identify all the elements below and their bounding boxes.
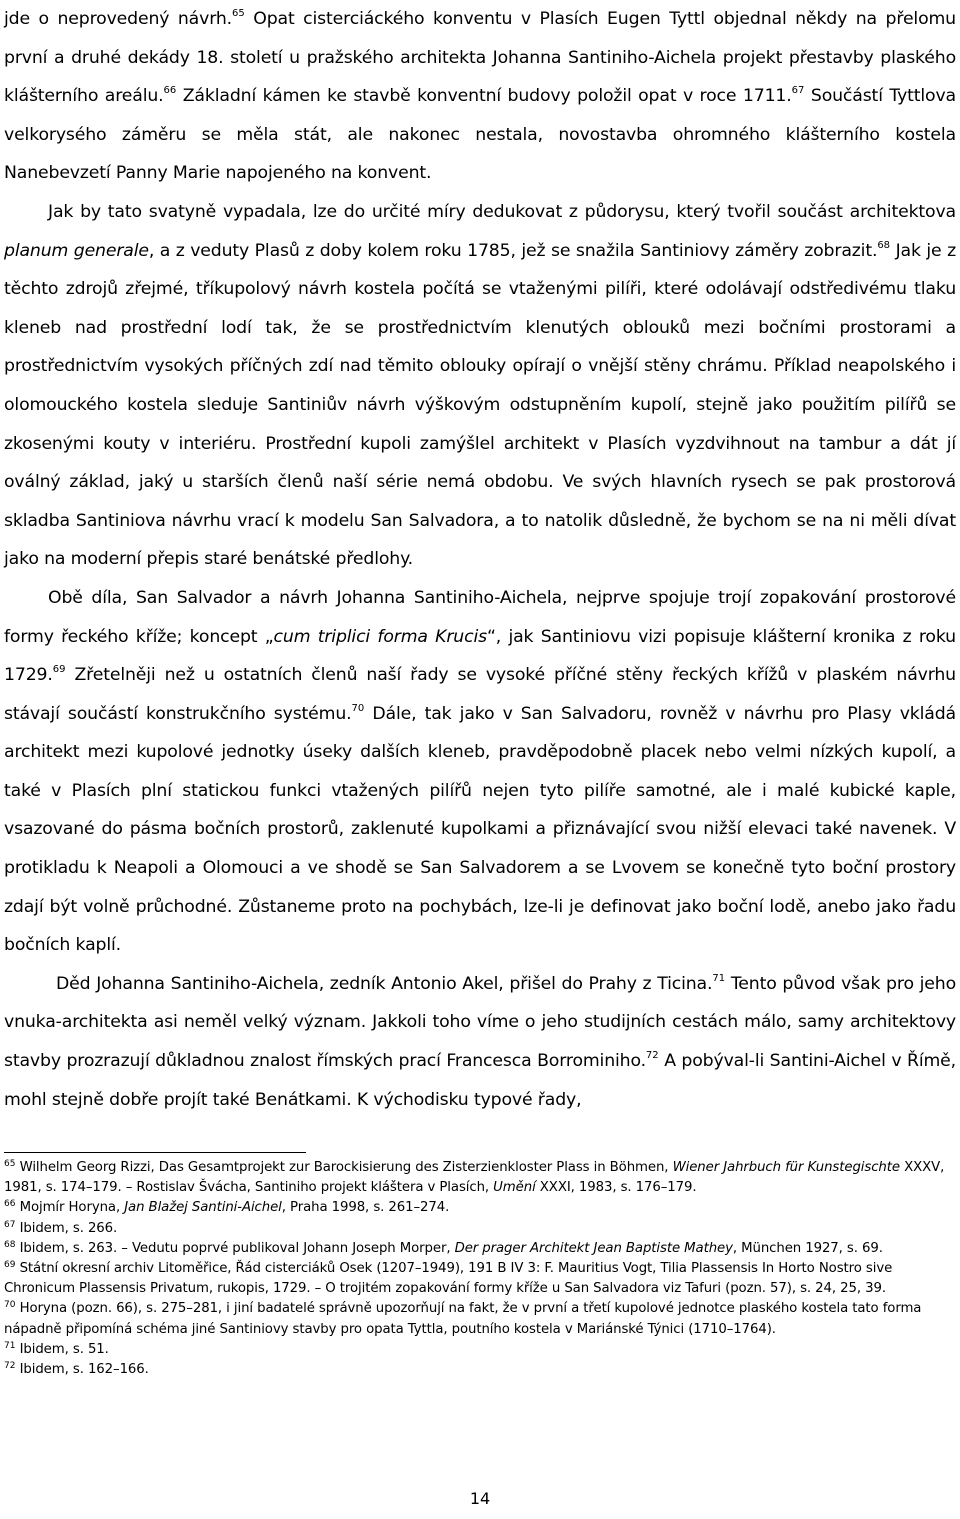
- footnote-number: 65: [4, 1159, 16, 1169]
- footnote-ref[interactable]: 65: [232, 8, 245, 19]
- text: jde o neprovedený návrh.: [4, 9, 232, 29]
- footnote-69: [4, 1259, 956, 1299]
- text: A pobýval-li Santini-Aichel v Římě, mohl stejně dobře projít také Benátkami. K východisku typové řady,: [4, 1051, 956, 1110]
- text: Zřetelněji než u ostatních členů naší řady se vysoké příčné stěny řeckých křížů v plaském návrhu stávají součástí konstrukčního systému.: [4, 665, 956, 724]
- page-number: 14: [469, 1489, 491, 1508]
- text: Děd Johanna Santiniho-Aichela, zedník Antonio Akel, přišel do Prahy z Ticina.: [56, 973, 713, 994]
- text: , München 1927, s. 69.: [732, 1240, 883, 1256]
- text: Mojmír Horyna,: [15, 1200, 125, 1216]
- footnote-ref[interactable]: 70: [351, 702, 365, 714]
- italic-term: planum generale: [4, 240, 149, 261]
- text: Dále, tak jako v San Salvadoru, rovněž v návrhu pro Plasy vkládá architekt mezi kupolové jednotky úseky dalších kleneb, pravděpodobně placek nebo velmi nízkých kupolí, a také v Plasích plní statickou funkci vtažených pilířů nejen tyto pilíře samotné, ale i malé kubické kaple, vsazované do pásma bočních prostorů, zaklenuté kupolkami a přiznávající svou nižší elevaci také navenek. V protikladu k Neapoli a Olomouci a ve shodě se San Salvadorem a se Lvovem se konečně tyto boční prostory zdají být volně průchodné. Zůstaneme proto na pochybách, lze-li je definovat jako boční lodě, anebo jako řadu bočních kaplí.: [4, 703, 956, 956]
- text: Obě díla, San Salvador a návrh Johanna Santiniho-Aichela, nejprve spojuje trojí zopakování prostorové formy řeckého kříže; koncept „: [4, 587, 956, 647]
- footnote-separator: [4, 1152, 306, 1153]
- footnote-ref[interactable]: 71: [712, 972, 726, 984]
- text: Wilhelm Georg Rizzi, Das Gesamtprojekt zur Barockisierung des Zisterzienkloster Plass in Böhmen,: [15, 1160, 673, 1175]
- footnote-68: [4, 1239, 956, 1259]
- text: Ibidem, s. 263. – Vedutu poprvé publikoval Johann Joseph Morper,: [15, 1240, 455, 1256]
- text: Jak by tato svatyně vypadala, lze do určité míry dedukovat z půdorysu, který tvořil součást architektova: [48, 201, 956, 222]
- footnote-ref[interactable]: 72: [645, 1050, 659, 1062]
- footnote-number: 66: [4, 1199, 16, 1210]
- paragraph-3: [4, 579, 956, 965]
- text: Tento původ však pro jeho vnuka-architekta asi neměl velký význam. Jakkoli toho víme o jeho studijních cestách málo, samy architektovy stavby prozrazují důkladnou znalost římských prací Francesca Borrominiho.: [4, 973, 956, 1072]
- footnote-ref[interactable]: 69: [52, 664, 66, 676]
- footnote-65: [4, 1158, 956, 1198]
- paragraph-4: [4, 965, 956, 1119]
- footnote-number: 67: [4, 1219, 16, 1230]
- text: Ibidem, s. 162–166.: [15, 1362, 149, 1378]
- footnote-number: 68: [4, 1239, 16, 1250]
- footnotes: [4, 1158, 956, 1380]
- text: Základní kámen ke stavbě konventní budovy položil opat v roce 1711.: [176, 86, 792, 107]
- text: Jak je z těchto zdrojů zřejmé, tříkupolový návrh kostela počítá se vtaženými pilíři, které odolávají odstředivému tlaku kleneb nad prostřední lodí tak, že se prostřednictvím klenutých oblouků mezi bočními prostorami a prostřednictvím vysokých příčných zdí nad těmito oblouky opírají o vnější stěny chrámu. Příklad neapolského i olomouckého kostela sleduje Santiniův návrh výškovým odstupněním kupolí, stejně jako použitím pilířů se zkosenými kouty v interiéru. Prostřední kupoli zamýšlel architekt v Plasích vyzdvihnout na tambur a dát jí oválný základ, jaký u starších členů naší série nemá obdobu. Ve svých hlavních rysech se pak prostorová skladba Santiniova návrhu vrací k modelu San Salvadora, a to natolik důsledně, že bychom se na ni měli dívat jako na moderní přepis staré benátské předlohy.: [4, 240, 956, 570]
- footnote-70: [4, 1299, 956, 1339]
- footnote-72: [4, 1360, 956, 1380]
- italic-title: Jan Blažej Santini-Aichel: [124, 1200, 282, 1216]
- text: “, jak Santiniovu vizi popisuje klášterní kronika z roku 1729.: [4, 626, 956, 686]
- footnote-ref[interactable]: 68: [877, 239, 891, 251]
- footnote-ref[interactable]: 66: [163, 85, 177, 97]
- footnote-66: [4, 1198, 956, 1218]
- text: Ibidem, s. 51.: [15, 1341, 109, 1357]
- text: , Praha 1998, s. 261–274.: [281, 1200, 450, 1216]
- italic-term: cum triplici forma Krucis: [273, 626, 487, 647]
- italic-title: Umění: [493, 1180, 536, 1196]
- footnote-67: [4, 1219, 956, 1239]
- paragraph-1: [4, 0, 956, 193]
- italic-title: Wiener Jahrbuch für Kunstegischte: [672, 1160, 900, 1175]
- text: Součástí Tyttlova velkorysého záměru se měla stát, ale nakonec nestala, novostavba ohromného klášterního kostela Nanebevzetí Panny Marie napojeného na konvent.: [4, 86, 956, 184]
- text: Horyna (pozn. 66), s. 275–281, i jiní badatelé správně upozorňují na fakt, že v první a třetí kupolové jednotce plaského kostela tato forma nápadně připomíná schéma jiné Santiniovy stavby pro opata Tyttla, poutního kostela v Mariánské Týnici (1710–1764).: [4, 1301, 922, 1337]
- footnote-71: [4, 1340, 956, 1360]
- footnote-number: 71: [4, 1340, 16, 1351]
- text: Ibidem, s. 266.: [15, 1220, 118, 1236]
- text: , a z veduty Plasů z doby kolem roku 1785, jež se snažila Santiniovy záměry zobrazit.: [148, 240, 878, 261]
- footnote-ref[interactable]: 67: [791, 85, 805, 97]
- paragraph-2: [4, 193, 956, 579]
- italic-title: Der prager Architekt Jean Baptiste Mathey: [454, 1240, 733, 1256]
- text: Opat cisterciáckého konventu v Plasích Eugen Tyttl objednal někdy na přelomu první a druhé dekády 18. století u pražského architekta Johanna Santiniho-Aichela projekt přestavby plaského klášterního areálu.: [4, 9, 956, 107]
- footnote-number: 72: [4, 1361, 16, 1372]
- footnote-number: 69: [4, 1260, 16, 1271]
- text: XXXI, 1983, s. 176–179.: [535, 1180, 697, 1196]
- text: XXXV, 1981, s. 174–179. – Rostislav Švácha, Santiniho projekt kláštera v Plasích,: [4, 1160, 945, 1196]
- body-text: [4, 0, 956, 1119]
- footnote-number: 70: [4, 1300, 16, 1311]
- text: Státní okresní archiv Litoměřice, Řád cisterciáků Osek (1207–1949), 191 B IV 3: F. Mauritius Vogt, Tilia Plassensis In Horto Nostro sive Chronicum Plassensis Privatum, rukopis, 1729. – O trojitém zopakování formy kříže u San Salvadora viz Tafuri (pozn. 57), s. 24, 25, 39.: [4, 1261, 893, 1297]
